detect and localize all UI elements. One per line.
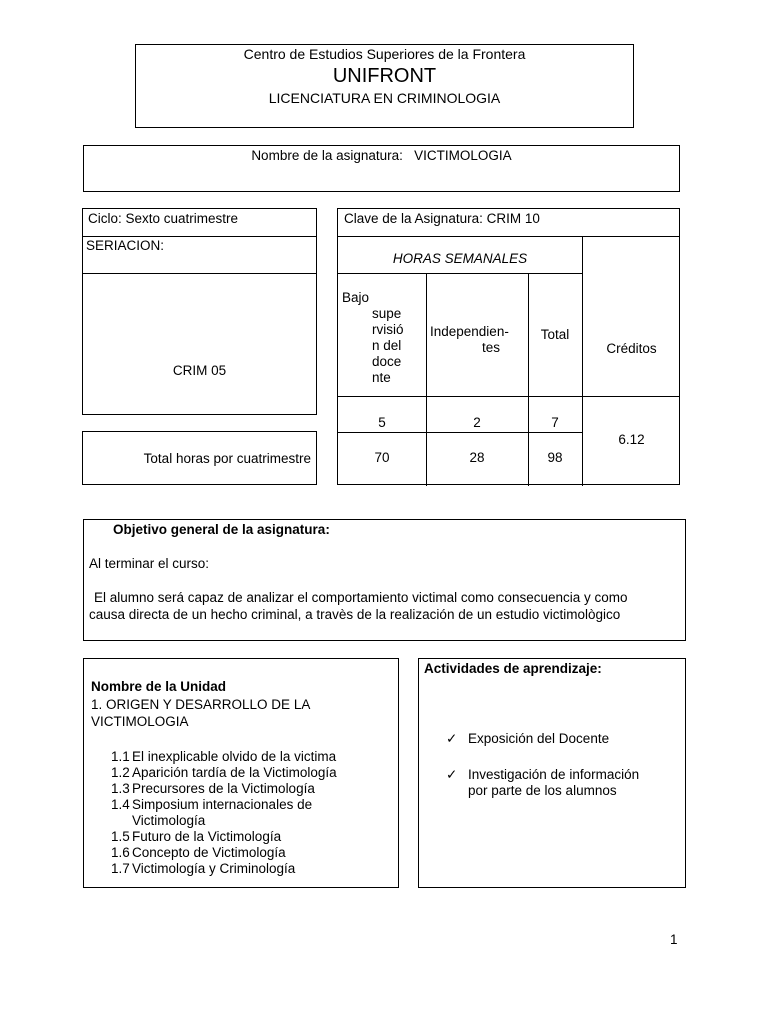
- unit-name-2: VICTIMOLOGIA: [91, 714, 189, 729]
- left-table: [82, 208, 317, 415]
- unit-title: Nombre de la Unidad: [91, 679, 227, 694]
- subject-box: [83, 145, 680, 192]
- unit-topic: [111, 797, 396, 813]
- topic-number: 1.6: [111, 845, 130, 860]
- divider: [582, 236, 583, 486]
- divider: [83, 273, 316, 274]
- ciclo-cell: Ciclo: Sexto cuatrimestre: [88, 211, 239, 226]
- activity-item: [446, 767, 681, 799]
- total-hours-box: [82, 431, 317, 485]
- checkmark-icon: ✓: [446, 767, 458, 782]
- topic-text: Simposium internacionales de: [132, 797, 313, 812]
- objective-title: Objetivo general de la asignatura:: [113, 522, 330, 537]
- divider: [83, 236, 316, 237]
- topic-text: Victimología: [132, 813, 206, 828]
- page-number: 1: [670, 932, 678, 947]
- col-indep-header: [430, 324, 528, 356]
- divider: [338, 432, 582, 433]
- unit-topic: [111, 813, 396, 829]
- unit-name-1: 1. ORIGEN Y DESARROLLO DE LA: [91, 697, 311, 712]
- subject-value: VICTIMOLOGIA: [414, 148, 512, 163]
- col-total-header: Total: [540, 327, 570, 342]
- topic-number: 1.7: [111, 861, 130, 876]
- checkmark-icon: ✓: [446, 731, 458, 746]
- creditos-value: 6.12: [618, 432, 645, 447]
- topic-text: Aparición tardía de la Victimología: [132, 765, 337, 780]
- col-indep-line: Independien-: [430, 324, 509, 339]
- col-bajo-header: [342, 290, 426, 386]
- activities-title: Actividades de aprendizaje:: [424, 661, 602, 676]
- topic-number: 1.4: [111, 797, 130, 812]
- unit-topic: [111, 749, 396, 765]
- hours-table: [337, 208, 680, 485]
- col-bajo-line: supe: [372, 306, 402, 321]
- horas-semanales-title: HORAS SEMANALES: [392, 251, 528, 266]
- total-hours-label: Total horas por cuatrimestre: [143, 451, 311, 466]
- activities-box: [418, 658, 686, 888]
- unit-topic: [111, 829, 396, 845]
- topic-text: Precursores de la Victimología: [132, 781, 315, 796]
- unit-topic: [111, 845, 396, 861]
- header-box: [135, 44, 634, 128]
- divider: [338, 273, 582, 274]
- topic-text: Victimología y Criminología: [132, 861, 296, 876]
- objective-box: [83, 519, 686, 641]
- col-bajo-line: nte: [372, 370, 391, 385]
- topic-number: 1.1: [111, 749, 130, 764]
- unit-box: [83, 658, 399, 888]
- week-bajo: 5: [378, 415, 386, 430]
- col-indep-line: tes: [482, 340, 501, 355]
- seriacion-label: SERIACION:: [86, 238, 165, 253]
- week-total: 7: [551, 415, 559, 430]
- col-bajo-line: n del: [372, 338, 402, 353]
- program-name: LICENCIATURA EN CRIMINOLOGIA: [268, 90, 501, 106]
- unit-topic-list: [111, 749, 396, 877]
- topic-text: Futuro de la Victimología: [132, 829, 282, 844]
- unit-topic: [111, 781, 396, 797]
- divider: [338, 236, 679, 237]
- topic-text: El inexplicable olvido de la victima: [132, 749, 337, 764]
- col-bajo-line: doce: [372, 354, 402, 369]
- subject-line: [84, 148, 679, 164]
- institution-name: Centro de Estudios Superiores de la Frontera: [243, 46, 526, 62]
- activity-text: Exposición del Docente: [468, 731, 610, 746]
- activity-text: por parte de los alumnos: [468, 783, 617, 798]
- divider: [338, 396, 679, 397]
- prerequisite-value: CRIM 05: [172, 363, 227, 378]
- unit-topic: [111, 861, 396, 877]
- clave-cell: Clave de la Asignatura: CRIM 10: [344, 211, 540, 226]
- objective-text-1: El alumno será capaz de analizar el comportamiento victimal como consecuencia y como: [94, 590, 628, 605]
- week-indep: 2: [473, 415, 481, 430]
- subject-label: Nombre de la asignatura:: [251, 148, 403, 163]
- institution-acronym: UNIFRONT: [332, 65, 437, 87]
- activity-text: Investigación de información: [468, 767, 640, 782]
- topic-text: Concepto de Victimología: [132, 845, 286, 860]
- objective-text-2: causa directa de un hecho criminal, a travès de la realización de un estudio victimològico: [89, 607, 621, 622]
- unit-topic: [111, 765, 396, 781]
- cuat-bajo: 70: [374, 450, 390, 465]
- activity-item: [446, 731, 681, 747]
- col-bajo-line: Bajo: [342, 290, 370, 305]
- cuat-indep: 28: [469, 450, 485, 465]
- cuat-total: 98: [547, 450, 563, 465]
- topic-number: 1.2: [111, 765, 130, 780]
- topic-number: 1.3: [111, 781, 130, 796]
- col-creditos-header: Créditos: [606, 341, 657, 356]
- objective-intro: Al terminar el curso:: [89, 556, 210, 571]
- col-bajo-line: rvisió: [372, 322, 404, 337]
- topic-number: 1.5: [111, 829, 130, 844]
